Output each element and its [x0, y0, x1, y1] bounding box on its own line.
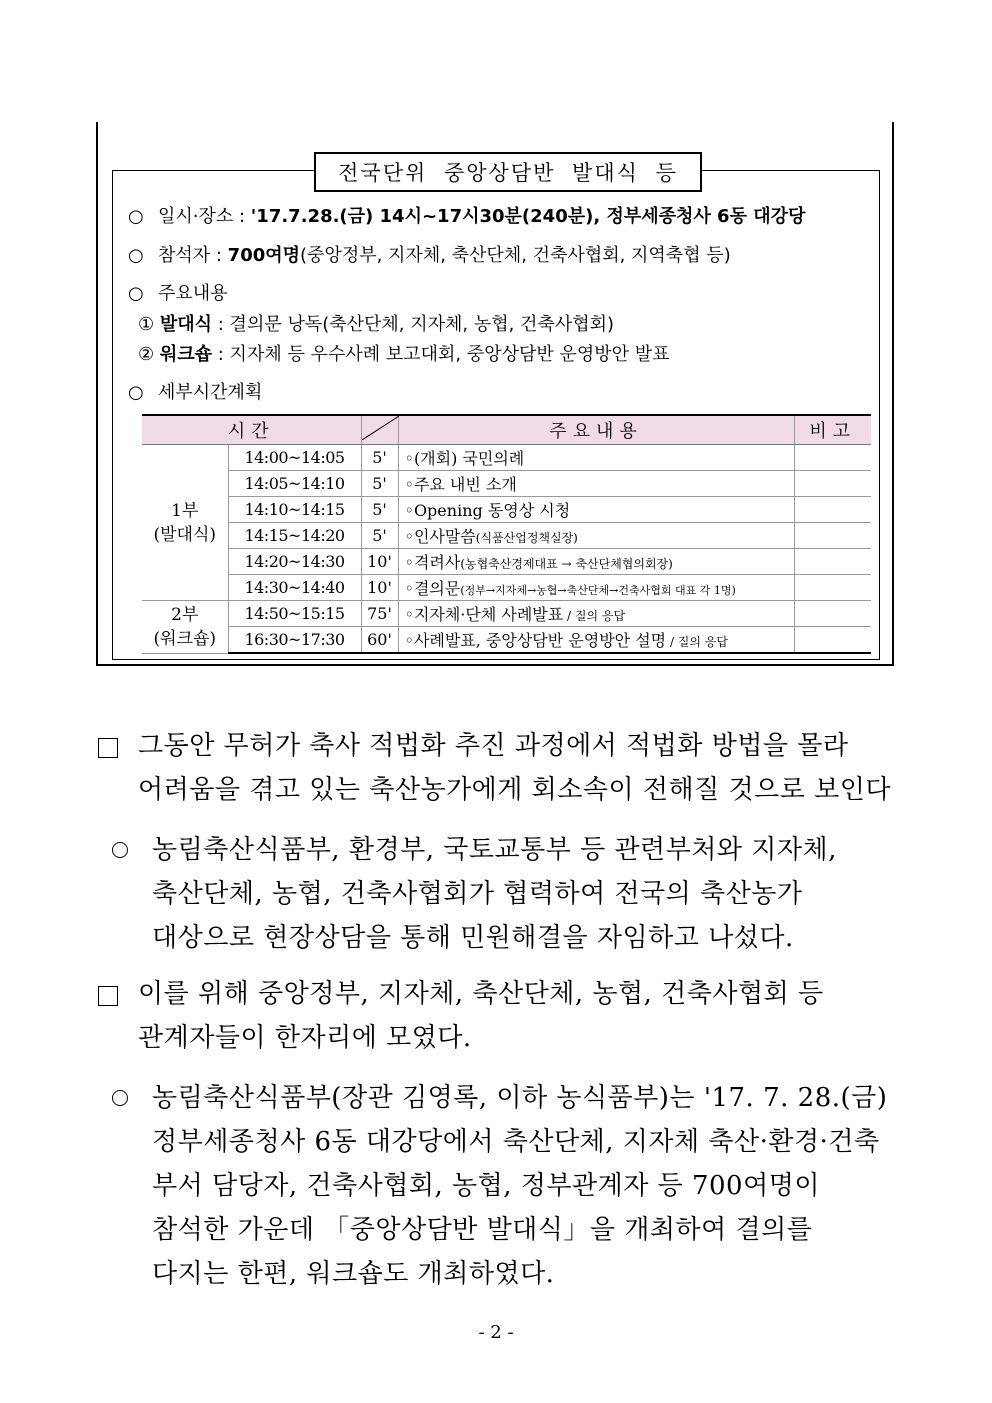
timeline-line	[128, 378, 262, 404]
paragraph-2	[152, 828, 837, 960]
row-note	[794, 549, 871, 575]
item1-label: 발대식	[159, 314, 213, 335]
attendees-detail: (중앙정부, 지자체, 축산단체, 건축사협회, 지역축협 등)	[300, 245, 731, 266]
row-time: 14:05~14:10	[228, 471, 361, 497]
table-row	[142, 575, 871, 601]
circle-bullet-icon	[112, 1090, 128, 1106]
row-time: 14:30~14:40	[228, 575, 361, 601]
content-line	[128, 279, 228, 305]
item1-text: : 결의문 낭독(축산단체, 지자체, 농협, 건축사협회)	[212, 314, 615, 335]
p1-line2: 어려움을 겪고 있는 축산농가에게 회소속이 전해질 것으로 보인다	[138, 775, 891, 805]
checkbox-icon	[98, 738, 118, 758]
content-item-1	[138, 310, 614, 336]
row-time: 14:20~14:30	[228, 549, 361, 575]
row-item-text: ◦Opening 동영상 시청	[404, 501, 571, 520]
row-item-text: ◦인사말씀	[404, 527, 476, 546]
header-note: 비고	[794, 415, 871, 445]
part1-subtitle: (발대식)	[153, 524, 217, 545]
row-item	[398, 523, 794, 549]
row-item-detail: (농협축산경제대표 → 축산단체협의회장)	[460, 557, 673, 571]
paragraph-4	[152, 1076, 887, 1296]
p4-line3: 부서 담당자, 건축사협회, 농협, 정부관계자 등 700여명이	[152, 1171, 820, 1201]
box-title: 전국단위 중앙상담반 발대식 등	[314, 152, 702, 192]
bullet-circle: ○	[128, 283, 144, 304]
table-row	[142, 471, 871, 497]
table-row	[142, 523, 871, 549]
timeline-label: 세부시간계획	[158, 382, 263, 403]
row-note	[794, 471, 871, 497]
row-item-text: ◦격려사	[404, 553, 461, 572]
diagonal-line-icon	[362, 416, 399, 440]
row-time: 16:30~17:30	[228, 627, 361, 654]
p2-line2: 축산단체, 농협, 건축사협회가 협력하여 전국의 축산농가	[152, 879, 803, 909]
bullet-circle: ○	[128, 245, 144, 266]
table-row	[142, 497, 871, 523]
p2-line1: 농림축산식품부, 환경부, 국토교통부 등 관련부처와 지자체,	[152, 835, 837, 865]
table-row	[142, 601, 871, 627]
p2-line3: 대상으로 현장상담을 통해 민원해결을 자임하고 나섰다.	[152, 923, 794, 953]
row-item-detail: (식품산업정책실장)	[475, 531, 578, 545]
schedule-label: 일시·장소 :	[158, 206, 251, 227]
p4-line2: 정부세종청사 6동 대강당에서 축산단체, 지자체 축산·환경·건축	[152, 1127, 880, 1157]
table-row	[142, 627, 871, 654]
row-minutes: 75'	[361, 601, 398, 627]
row-item-detail: (정부→지자체→농협→축산단체→건축사협회 대표 각 1명)	[460, 584, 736, 597]
item2-number: ②	[138, 344, 155, 365]
p4-line5: 다지는 한편, 워크숍도 개최하였다.	[152, 1259, 555, 1289]
header-diagonal	[361, 415, 398, 445]
row-minutes: 10'	[361, 549, 398, 575]
table-row	[142, 549, 871, 575]
row-note	[794, 575, 871, 601]
row-note	[794, 445, 871, 471]
part2-cell	[142, 601, 228, 654]
row-item	[398, 549, 794, 575]
row-item-detail: / 질의 응답	[666, 635, 728, 649]
p4-line1: 농림축산식품부(장관 김영록, 이하 농식품부)는 '17. 7. 28.(금)	[152, 1083, 888, 1113]
attendees-label: 참석자 :	[158, 245, 228, 266]
schedule-line	[128, 202, 805, 228]
paragraph-1	[138, 724, 891, 812]
schedule-value: '17.7.28.(금) 14시~17시30분(240분), 정부세종청사 6동 대강당	[250, 206, 806, 227]
checkbox-icon	[98, 986, 118, 1006]
header-content: 주요내용	[398, 415, 794, 445]
row-item-text: ◦주요 내빈 소개	[404, 475, 517, 494]
row-item	[398, 601, 794, 627]
header-time: 시간	[142, 415, 361, 445]
row-item-text: ◦결의문	[404, 579, 461, 598]
row-note	[794, 523, 871, 549]
row-minutes: 5'	[361, 445, 398, 471]
row-time: 14:15~14:20	[228, 523, 361, 549]
row-item-detail: / 질의 응답	[563, 609, 626, 623]
attendees-count: 700여명	[227, 245, 301, 266]
row-minutes: 5'	[361, 497, 398, 523]
bullet-circle: ○	[128, 206, 144, 227]
row-note	[794, 627, 871, 654]
row-minutes: 10'	[361, 575, 398, 601]
table-header-row	[142, 415, 871, 445]
row-item-text: ◦사례발표, 중앙상담반 운영방안 설명	[404, 631, 667, 650]
row-item	[398, 471, 794, 497]
row-minutes: 60'	[361, 627, 398, 654]
p1-line1: 그동안 무허가 축사 적법화 추진 과정에서 적법화 방법을 몰라	[138, 731, 849, 761]
part1-cell	[142, 445, 228, 601]
row-time: 14:10~14:15	[228, 497, 361, 523]
p4-line4: 참석한 가운데 「중앙상담반 발대식」을 개최하여 결의를	[152, 1215, 813, 1245]
part2-title: 2부	[171, 604, 199, 625]
paragraph-3	[138, 972, 824, 1060]
row-item	[398, 627, 794, 654]
item2-text: : 지자체 등 우수사례 보고대회, 중앙상담반 운영방안 발표	[212, 344, 670, 365]
row-item	[398, 445, 794, 471]
item1-number: ①	[138, 314, 155, 335]
row-minutes: 5'	[361, 523, 398, 549]
schedule-table	[142, 414, 871, 654]
row-item	[398, 575, 794, 601]
bullet-circle: ○	[128, 382, 144, 403]
row-time: 14:50~15:15	[228, 601, 361, 627]
p3-line2: 관계자들이 한자리에 모였다.	[138, 1023, 472, 1053]
attendees-line	[128, 241, 731, 267]
row-note	[794, 601, 871, 627]
row-item	[398, 497, 794, 523]
row-note	[794, 497, 871, 523]
content-label: 주요내용	[158, 283, 228, 304]
item2-label: 워크숍	[159, 344, 213, 365]
p3-line1: 이를 위해 중앙정부, 지자체, 축산단체, 농협, 건축사협회 등	[138, 979, 824, 1009]
part2-subtitle: (워크숍)	[153, 628, 217, 649]
row-item-text: ◦지자체·단체 사례발표	[404, 605, 564, 624]
row-minutes: 5'	[361, 471, 398, 497]
table-row	[142, 445, 871, 471]
row-time: 14:00~14:05	[228, 445, 361, 471]
page-number: - 2 -	[478, 1322, 514, 1343]
part1-title: 1부	[171, 500, 199, 521]
row-item-text: ◦(개회) 국민의례	[404, 449, 525, 468]
circle-bullet-icon	[112, 842, 128, 858]
content-item-2	[138, 340, 670, 366]
